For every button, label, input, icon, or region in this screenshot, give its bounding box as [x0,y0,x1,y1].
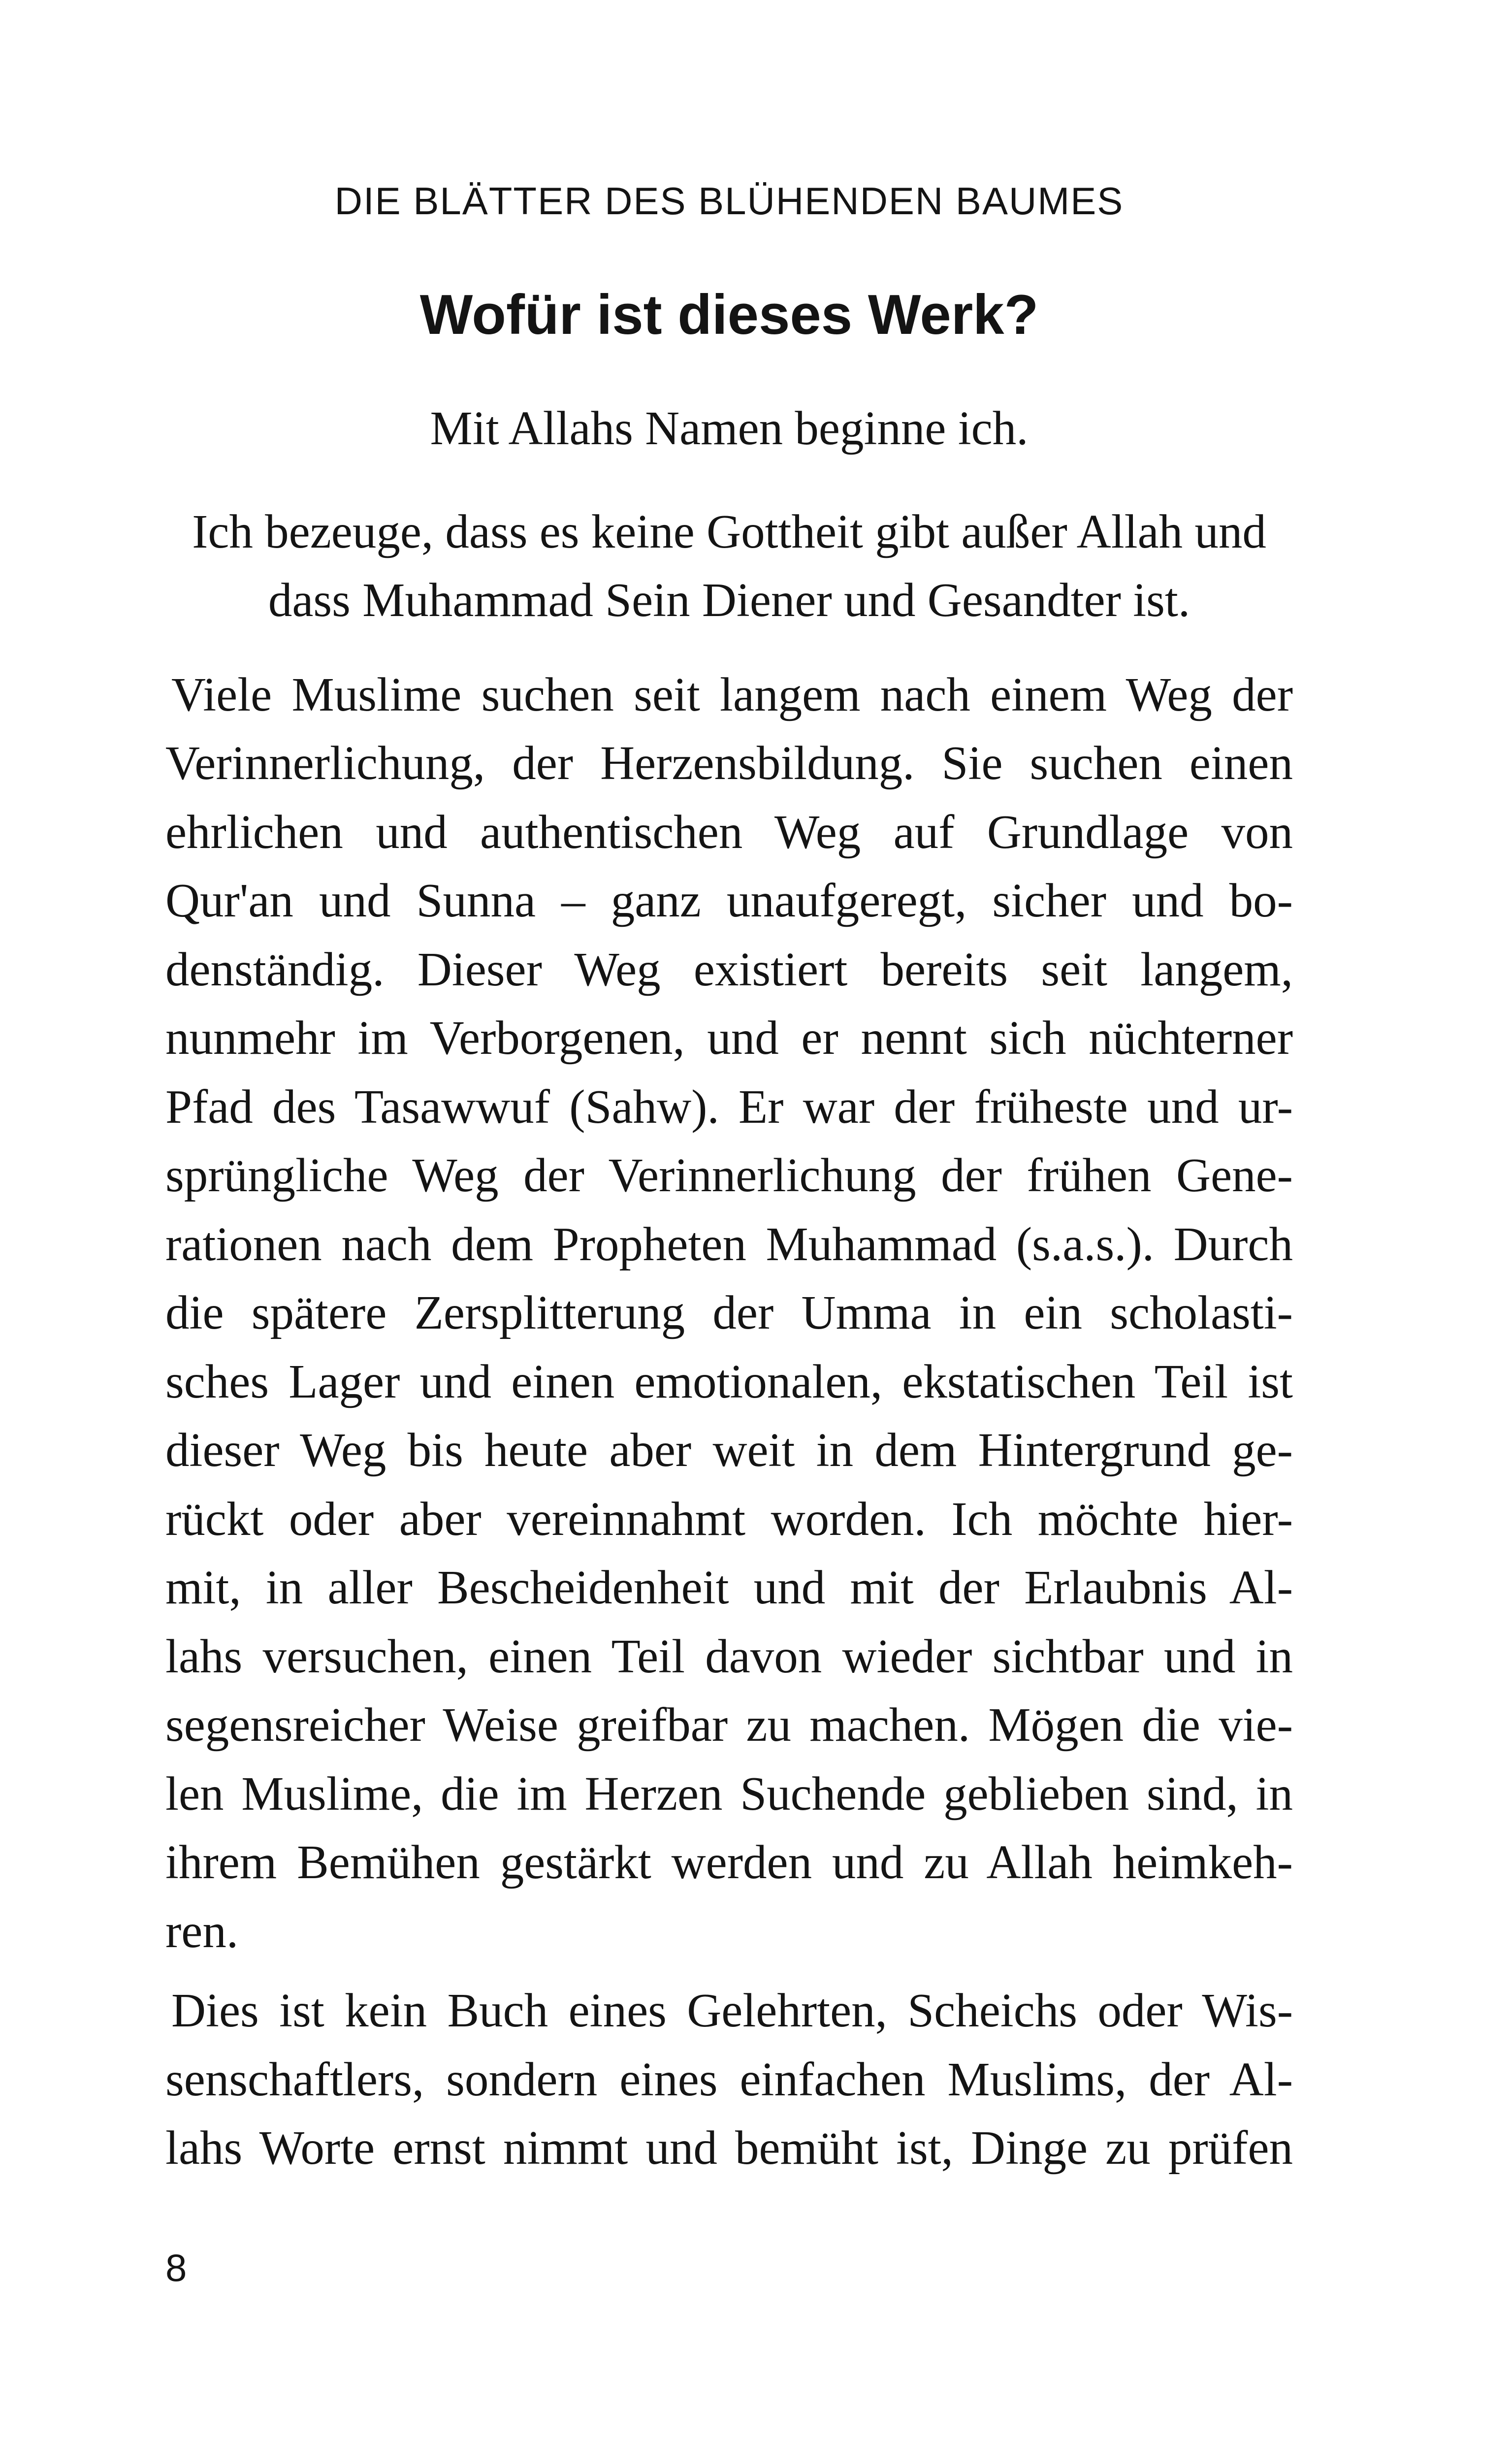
page-number: 8 [165,2246,187,2289]
text-line: sprüngliche Weg der Verinnerlichung der frühen Gene- [165,1149,1293,1202]
text-line: lahs versuchen, einen Teil davon wieder sichtbar und in [165,1629,1293,1683]
text-line: sches Lager und einen emotionalen, ekstatischen Teil ist [165,1355,1293,1408]
text-line: ehrlichen und authentischen Weg auf Grundlage von [165,805,1293,858]
page-body [165,394,1293,2182]
text-line: segensreicher Weise greifbar zu machen. Mögen die vie- [165,1698,1293,1751]
text-line: Qur'an und Sunna – ganz unaufgeregt, sicher und bo- [165,874,1293,927]
chapter-title: Wofür ist dieses Werk? [419,284,1039,346]
shahada-line: Ich bezeuge, dass es keine Gottheit gibt außer Allah und [192,505,1266,558]
text-line: dieser Weg bis heute aber weit in dem Hintergrund ge- [165,1424,1293,1476]
body-paragraph-1 [165,660,1293,1966]
text-line: nunmehr im Verborgenen, und er nennt sich nüchterner [165,1011,1293,1064]
text-line: die spätere Zersplitterung der Umma in ein scholasti- [165,1286,1293,1339]
text-line: Pfad des Tasawwuf (Sahw). Er war der früheste und ur- [165,1080,1293,1133]
text-line: ren. [165,1904,239,1957]
text-line: ihrem Bemühen gestärkt werden und zu Allah heimkeh- [165,1836,1293,1889]
text-line: lahs Worte ernst nimmt und bemüht ist, Dinge zu prüfen [165,2121,1293,2174]
text-line: rationen nach dem Propheten Muhammad (s.a.s.). Durch [165,1217,1293,1270]
text-line: rückt oder aber vereinnahmt worden. Ich möchte hier- [165,1492,1293,1545]
shahada-line: dass Muhammad Sein Diener und Gesandter ist. [268,574,1190,626]
text-line: Verinnerlichung, der Herzensbildung. Sie suchen einen [165,737,1293,789]
body-paragraph-2 [165,1976,1293,2182]
shahada-paragraph [165,497,1293,635]
text-line: len Muslime, die im Herzen Suchende geblieben sind, in [165,1767,1293,1820]
running-header: DIE BLÄTTER DES BLÜHENDEN BAUMES [334,179,1124,223]
text-line: senschaftlers, sondern eines einfachen Muslims, der Al- [165,2052,1293,2106]
text-line: mit, in aller Bescheidenheit und mit der Erlaubnis Al- [165,1561,1293,1614]
text-line: Viele Muslime suchen seit langem nach einem Weg der [171,668,1293,721]
text-line: denständig. Dieser Weg existiert bereits seit langem, [165,943,1293,996]
text-line: Dies ist kein Buch eines Gelehrten, Scheichs oder Wis- [171,1984,1293,2037]
basmala-line: Mit Allahs Namen beginne ich. [430,402,1029,455]
